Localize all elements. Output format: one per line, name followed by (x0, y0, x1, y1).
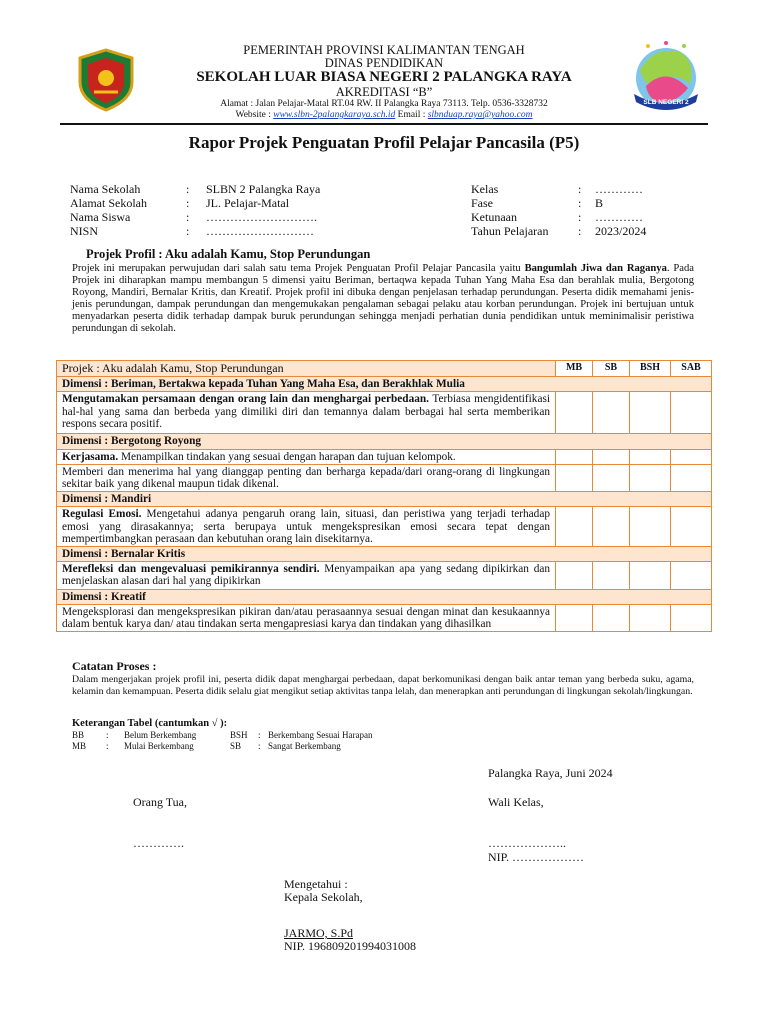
school-logo-text: SLB NEGERI 2 (643, 99, 689, 106)
head-name: JARMO, S.Pd (284, 926, 354, 940)
info-value: B (595, 196, 604, 210)
header-province: PEMERINTAH PROVINSI KALIMANTAN TENGAH (243, 43, 525, 57)
email-label: Email : (395, 110, 428, 120)
info-label: Nama Siswa (70, 210, 131, 224)
info-label: Tahun Pelajaran (471, 224, 549, 238)
check-cell[interactable] (556, 464, 593, 491)
info-value: 2023/2024 (595, 224, 647, 238)
check-cell[interactable] (556, 604, 593, 631)
project-heading: Projek Profil : Aku adalah Kamu, Stop Perundungan (86, 247, 371, 261)
check-cell[interactable] (593, 507, 630, 547)
element-2a: Kerjasama. Menampilkan tindakan yang sesuai dengan harapan dan tujuan kelompok. (57, 449, 556, 464)
head-nip: NIP. 196809201994031008 (284, 939, 417, 953)
table-header: Projek : Aku adalah Kamu, Stop Perundungan (57, 361, 556, 377)
table-header-row (57, 361, 712, 377)
teacher-label: Wali Kelas, (488, 795, 544, 809)
parent-signature-line: …………. (133, 836, 184, 850)
check-cell[interactable] (671, 449, 712, 464)
dimension-2: Dimensi : Bergotong Royong (57, 434, 712, 449)
website-label: Website : (235, 110, 274, 120)
known-label: Mengetahui : (284, 877, 348, 891)
check-cell[interactable] (556, 449, 593, 464)
info-label: Nama Sekolah (70, 182, 141, 196)
check-cell[interactable] (593, 604, 630, 631)
col-mb: MB (556, 361, 593, 377)
notes-text: Dalam mengerjakan projek profil ini, peserta didik dapat menghargai perbedaan, dapat berkomunikasi dengan baik antar teman yang berbeda suku, agama, kelamin dan kemampuan. Peserta didik selalu giat mengikut setiap aktivitas tanpa lelah, dan menerapkan anti perundungan di lingkungan sekolah/lingkungan. (72, 674, 694, 697)
info-value: ………… (595, 210, 643, 224)
header-divider (60, 123, 708, 125)
dimension-row (57, 492, 712, 507)
notes-heading: Catatan Proses : (72, 659, 157, 673)
header-contact (0, 110, 768, 120)
element-3: Regulasi Emosi. Mengetahui adanya pengaruh orang lain, situasi, dan peristiwa yang terjadi terhadap emosi yang dirasakannya; serta berupaya untuk mengekspresikan emosi secara tepat dengan mempertimbangkan perasaan dan kebutuhan orang lain disekitarnya. (57, 507, 556, 547)
info-label: Alamat Sekolah (70, 196, 147, 210)
teacher-signature-line: ……………….. (488, 836, 566, 850)
col-sab: SAB (671, 361, 712, 377)
check-cell[interactable] (671, 604, 712, 631)
info-value: ………………………. (206, 210, 317, 224)
legend-row: MB : Mulai Berkembang SB : Sangat Berkembang (72, 741, 341, 751)
head-label: Kepala Sekolah, (284, 890, 363, 904)
table-row (57, 449, 712, 464)
check-cell[interactable] (593, 464, 630, 491)
parent-label: Orang Tua, (133, 795, 188, 809)
check-cell[interactable] (630, 562, 671, 589)
check-cell[interactable] (630, 604, 671, 631)
check-cell[interactable] (671, 392, 712, 434)
check-cell[interactable] (671, 507, 712, 547)
legend (72, 730, 432, 754)
info-label: NISN (70, 224, 99, 238)
place-date: Palangka Raya, Juni 2024 (488, 766, 613, 780)
dimension-row (57, 434, 712, 449)
check-cell[interactable] (630, 464, 671, 491)
table-row (57, 392, 712, 434)
info-value: ……………………… (206, 224, 314, 238)
check-cell[interactable] (671, 464, 712, 491)
header-agency: DINAS PENDIDIKAN (324, 56, 444, 70)
col-sb: SB (593, 361, 630, 377)
assessment-table (56, 360, 712, 632)
info-value: JL. Pelajar-Matal (206, 196, 290, 210)
check-cell[interactable] (630, 507, 671, 547)
col-bsh: BSH (630, 361, 671, 377)
element-1: Mengutamakan persamaan dengan orang lain dan menghargai perbedaan. Terbiasa mengidentifikasi hal-hal yang sama dan berbeda yang dimiliki diri dan temannya dalam berbagai hal serta memberikan respons secara positif. (57, 392, 556, 434)
dimension-1: Dimensi : Beriman, Bertakwa kepada Tuhan Yang Maha Esa, dan Berakhlak Mulia (57, 377, 712, 392)
check-cell[interactable] (630, 449, 671, 464)
info-label: Fase (471, 196, 493, 210)
info-left: Nama Sekolah : SLBN 2 Palangka Raya Alamat Sekolah : JL. Pelajar-Matal Nama Siswa : ………………………. NISN : ……………………… (70, 182, 321, 238)
page-title: Rapor Projek Penguatan Profil Pelajar Pancasila (P5) (188, 133, 580, 152)
table-row (57, 562, 712, 589)
info-label: Kelas (471, 182, 499, 196)
check-cell[interactable] (593, 562, 630, 589)
info-right: Kelas : ………… Fase : B Ketunaan : ………… Tahun Pelajaran : 2023/2024 (471, 182, 647, 238)
dimension-4: Dimensi : Bernalar Kritis (57, 547, 712, 562)
element-2b: Memberi dan menerima hal yang dianggap penting dan berharga kepada/dari orang-orang di lingkungan sekitar baik yang dikenal maupun tidak dikenal. (57, 464, 556, 491)
dimension-5: Dimensi : Kreatif (57, 589, 712, 604)
table-row (57, 604, 712, 631)
header-school-name: SEKOLAH LUAR BIASA NEGERI 2 PALANGKA RAYA (196, 69, 572, 85)
check-cell[interactable] (593, 392, 630, 434)
dimension-row (57, 547, 712, 562)
website-link[interactable]: www.slbn-2palangkaraya.sch.id (273, 110, 396, 120)
info-value: SLBN 2 Palangka Raya (206, 182, 321, 196)
check-cell[interactable] (556, 392, 593, 434)
table-row (57, 464, 712, 491)
info-label: Ketunaan (471, 210, 517, 224)
legend-row: BB : Belum Berkembang BSH : Berkembang Sesuai Harapan (72, 730, 373, 740)
element-5: Mengeksplorasi dan mengekspresikan pikiran dan/atau perasaannya sesuai dengan minat dan kesukaannya dalam bentuk karya dan/ atau tindakan serta mengapresiasi karya dan tindakan yang dihasilkan (57, 604, 556, 631)
info-value: ………… (595, 182, 643, 196)
check-cell[interactable] (630, 392, 671, 434)
check-cell[interactable] (556, 562, 593, 589)
table-row (57, 507, 712, 547)
project-description: Projek ini merupakan perwujudan dari salah satu tema Projek Penguatan Profil Pelajar Pancasila yaitu Bangumlah Jiwa dan Raganya. Pada Projek ini diharapkan mampu membangun 5 dimensi yaitu Beriman, bertaqwa kepada Tuhan Yang Maha Esa dan berahlak mulia, Bergotong Royong, Mandiri, Bernalar Kritis, dan Kreatif. Projek profil ini dibuka dengan penjelasan terhadap perundungan. Peserta didik memahami jenis-jenis perundungan, dampak perundungan dan mengemukakan pengalaman sebagai pelaku atau korban perundungan. Projek ini bertujuan untuk menyadarkan peserta didik terhadap dampak buruk perundungan sehingga menjadi perhatian dunia pendidikan untuk meminimalisir peristiwa perundungan di sekolah. (72, 263, 695, 334)
check-cell[interactable] (671, 562, 712, 589)
legend-heading: Keterangan Tabel (cantumkan √ ): (72, 718, 228, 729)
teacher-nip: NIP. ……………… (488, 850, 585, 864)
header-accreditation: AKREDITASI “B” (335, 85, 433, 99)
dimension-row (57, 377, 712, 392)
dimension-3: Dimensi : Mandiri (57, 492, 712, 507)
check-cell[interactable] (556, 507, 593, 547)
header-address: Alamat : Jalan Pelajar-Matal RT.04 RW. II Palangka Raya 73113. Telp. 0536-3328732 (220, 99, 548, 109)
email-link[interactable]: slbnduap.raya@yahoo.com (427, 110, 533, 120)
dimension-row (57, 589, 712, 604)
check-cell[interactable] (593, 449, 630, 464)
element-4: Merefleksi dan mengevaluasi pemikirannya sendiri. Menyampaikan apa yang sedang dipikirkan dan menjelaskan alasan dari hal yang dipikirkan (57, 562, 556, 589)
